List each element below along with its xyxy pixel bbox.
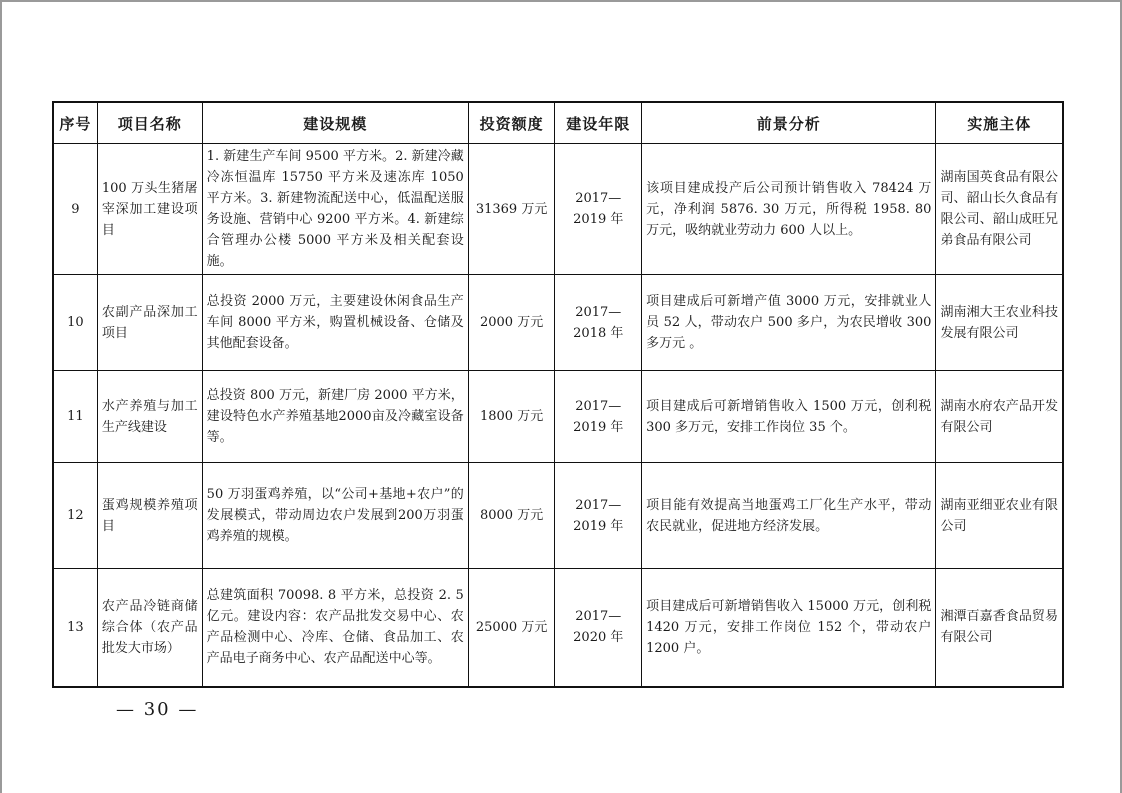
- table-row: [53, 144, 1063, 275]
- cell-implementing-entity: 湖南国英食品有限公司、韶山长久食品有限公司、韶山成旺兄弟食品有限公司: [936, 144, 1063, 275]
- cell-serial-number: 10: [53, 275, 97, 371]
- table-row: [53, 275, 1063, 371]
- header-implementing-entity: 实施主体: [936, 102, 1063, 144]
- cell-construction-scale: 1. 新建生产车间 9500 平方米。2. 新建冷藏冷冻恒温库 15750 平方米及速冻库 1050 平方米。3. 新建物流配送中心，低温配送服务设施、营销中心 9200 平方米。4. 新建综合管理办公楼 5000 平方米及相关配套设施。: [202, 144, 468, 275]
- table-header-row: [53, 102, 1063, 144]
- table-row: [53, 371, 1063, 463]
- cell-project-name: 农副产品深加工项目: [97, 275, 202, 371]
- cell-construction-scale: 总建筑面积 70098. 8 平方米，总投资 2. 5 亿元。建设内容：农产品批发交易中心、农产品检测中心、冷库、仓储、食品加工、农产品电子商务中心、农产品配送中心等。: [202, 569, 468, 687]
- header-investment-amount: 投资额度: [468, 102, 555, 144]
- cell-investment-amount: 31369 万元: [468, 144, 555, 275]
- cell-prospect-analysis: 项目能有效提高当地蛋鸡工厂化生产水平，带动农民就业，促进地方经济发展。: [642, 463, 936, 569]
- cell-project-name: 水产养殖与加工生产线建设: [97, 371, 202, 463]
- cell-serial-number: 12: [53, 463, 97, 569]
- table-row: [53, 569, 1063, 687]
- cell-construction-scale: 50 万羽蛋鸡养殖，以“公司+基地+农户”的发展模式，带动周边农户发展到200万羽蛋鸡养殖的规模。: [202, 463, 468, 569]
- cell-prospect-analysis: 项目建成后可新增销售收入 15000 万元，创利税 1420 万元，安排工作岗位 152 个，带动农户 1200 户。: [642, 569, 936, 687]
- cell-construction-scale: 总投资 800 万元，新建厂房 2000 平方米，建设特色水产养殖基地2000亩及冷藏室设备等。: [202, 371, 468, 463]
- cell-construction-period: 2017—2019 年: [555, 463, 642, 569]
- cell-implementing-entity: 湘潭百嘉香食品贸易有限公司: [936, 569, 1063, 687]
- cell-construction-scale: 总投资 2000 万元，主要建设休闲食品生产车间 8000 平方米，购置机械设备、仓储及其他配套设备。: [202, 275, 468, 371]
- cell-implementing-entity: 湖南水府农产品开发有限公司: [936, 371, 1063, 463]
- cell-construction-period: 2017—2018 年: [555, 275, 642, 371]
- cell-investment-amount: 25000 万元: [468, 569, 555, 687]
- cell-prospect-analysis: 项目建成后可新增产值 3000 万元，安排就业人员 52 人，带动农户 500 多户，为农民增收 300 多万元 。: [642, 275, 936, 371]
- header-construction-period: 建设年限: [555, 102, 642, 144]
- page-edge-left: [0, 0, 2, 793]
- cell-implementing-entity: 湖南湘大王农业科技发展有限公司: [936, 275, 1063, 371]
- page-number: — 30 —: [116, 699, 199, 720]
- cell-construction-period: 2017—2019 年: [555, 371, 642, 463]
- cell-investment-amount: 2000 万元: [468, 275, 555, 371]
- cell-project-name: 蛋鸡规模养殖项目: [97, 463, 202, 569]
- cell-serial-number: 11: [53, 371, 97, 463]
- header-prospect-analysis: 前景分析: [642, 102, 936, 144]
- page-edge-top: [0, 0, 1122, 2]
- cell-construction-period: 2017—2020 年: [555, 569, 642, 687]
- cell-serial-number: 9: [53, 144, 97, 275]
- cell-implementing-entity: 湖南亚细亚农业有限公司: [936, 463, 1063, 569]
- header-project-name: 项目名称: [97, 102, 202, 144]
- cell-project-name: 农产品冷链商储综合体（农产品批发大市场）: [97, 569, 202, 687]
- cell-prospect-analysis: 该项目建成投产后公司预计销售收入 78424 万元，净利润 5876. 30 万元，所得税 1958. 80 万元，吸纳就业劳动力 600 人以上。: [642, 144, 936, 275]
- project-table: [52, 101, 1064, 688]
- cell-investment-amount: 8000 万元: [468, 463, 555, 569]
- cell-project-name: 100 万头生猪屠宰深加工建设项目: [97, 144, 202, 275]
- header-serial-number: 序号: [53, 102, 97, 144]
- cell-serial-number: 13: [53, 569, 97, 687]
- table-row: [53, 463, 1063, 569]
- cell-investment-amount: 1800 万元: [468, 371, 555, 463]
- cell-prospect-analysis: 项目建成后可新增销售收入 1500 万元，创利税 300 多万元，安排工作岗位 35 个。: [642, 371, 936, 463]
- cell-construction-period: 2017—2019 年: [555, 144, 642, 275]
- header-construction-scale: 建设规模: [202, 102, 468, 144]
